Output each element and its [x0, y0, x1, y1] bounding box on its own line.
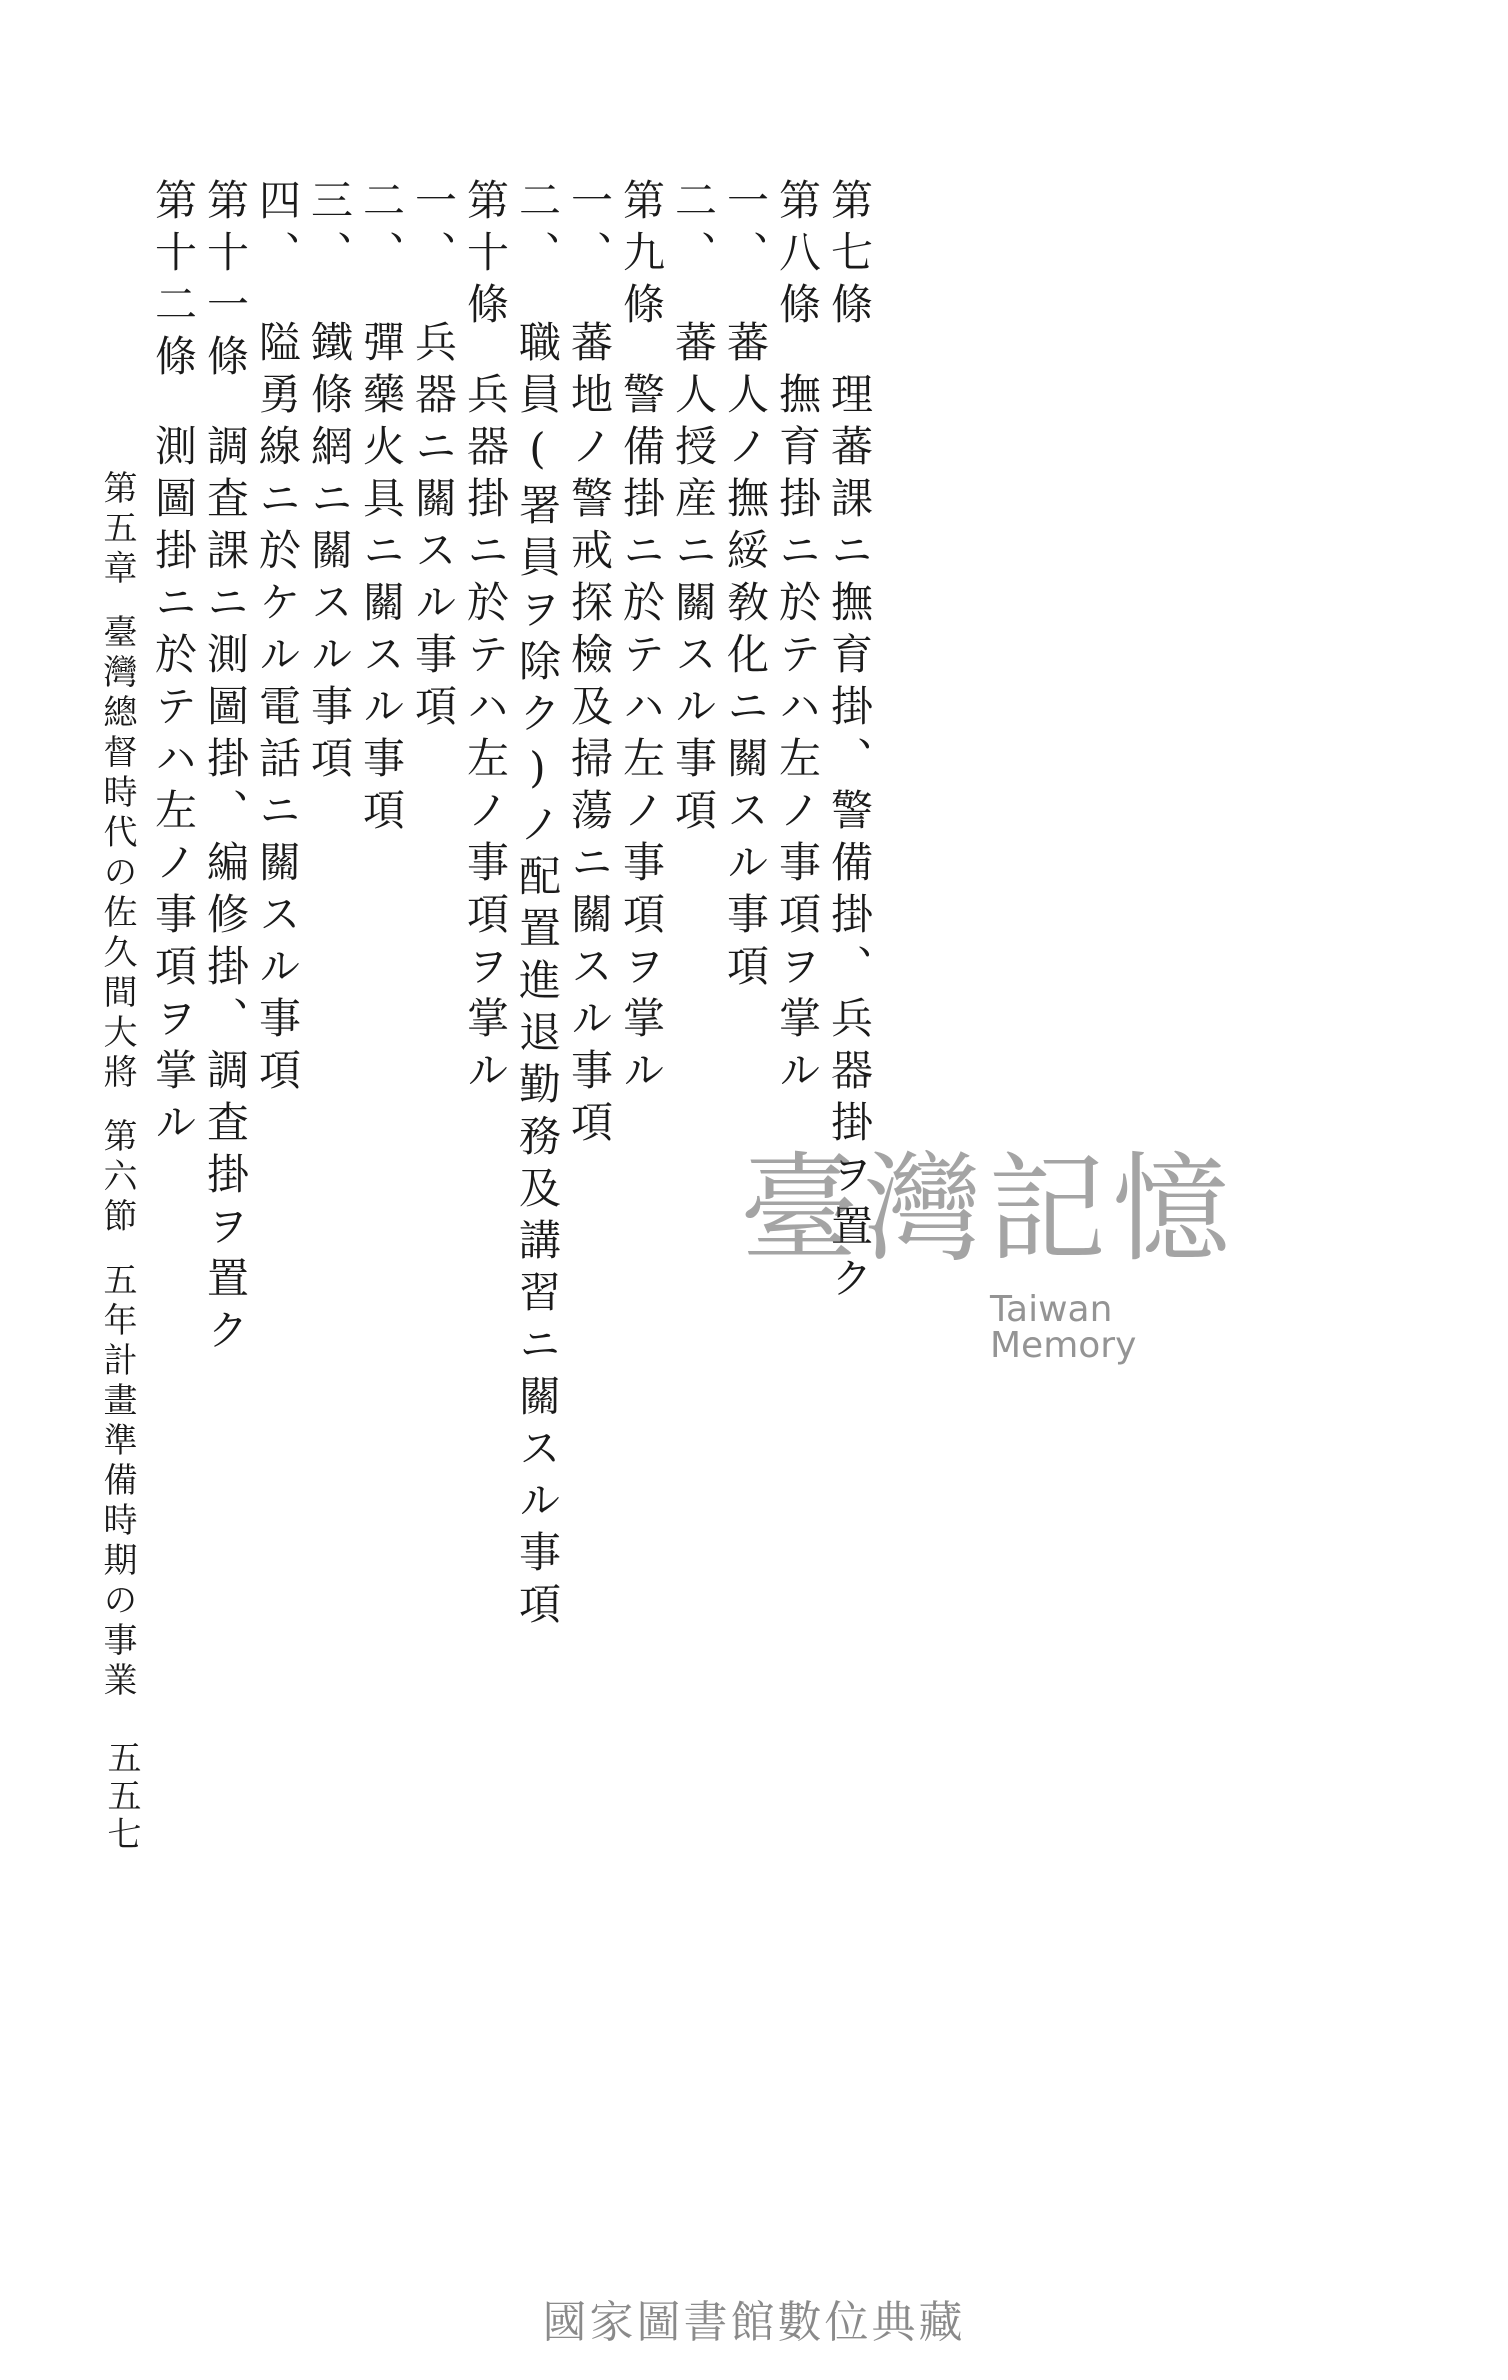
item-body: 蕃人ノ撫綏敎化ニ關スル事項: [721, 320, 770, 996]
footer-library-mark: 國家圖書館數位典藏: [542, 2297, 966, 2348]
article-9-item-2: [513, 178, 562, 1634]
article-body: 撫育掛ニ於テハ左ノ事項ヲ掌ル: [773, 372, 822, 1100]
running-title: 臺灣總督時代の佐久間大將: [97, 614, 137, 1094]
article-8-item-1: [721, 178, 770, 996]
item-body: 蕃地ノ警戒探檢及掃蕩ニ關スル事項: [565, 320, 614, 1152]
item-lead: 二、: [357, 178, 406, 282]
watermark-title: 臺灣記憶: [740, 1140, 1237, 1278]
article-10-item-2: [357, 178, 406, 840]
item-body: 職員(署員ヲ除ク)ノ配置進退勤務及講習ニ關スル事項: [513, 320, 562, 1634]
article-lead: 第八條: [773, 178, 822, 334]
article-body: 兵器掛ニ於テハ左ノ事項ヲ掌ル: [461, 372, 510, 1100]
item-body: 兵器ニ關スル事項: [409, 320, 458, 736]
article-lead: 第七條: [825, 178, 874, 334]
article-lead: 第十二條: [149, 178, 198, 386]
article-8: [773, 178, 822, 1100]
running-chapter: 第五章: [97, 470, 137, 590]
article-lead: 第十一條: [201, 178, 250, 386]
article-lead: 第九條: [617, 178, 666, 334]
running-header: [97, 470, 137, 1702]
watermark-logo: [740, 1140, 1260, 1366]
running-section-title: 五年計畫準備時期の事業: [97, 1262, 137, 1702]
item-lead: 一、: [721, 178, 770, 282]
item-body: 鐵條網ニ關スル事項: [305, 320, 354, 788]
page-number: 五五七: [101, 1740, 141, 1854]
article-body: 警備掛ニ於テハ左ノ事項ヲ掌ル: [617, 372, 666, 1100]
item-lead: 二、: [513, 178, 562, 282]
article-lead: 第十條: [461, 178, 510, 334]
running-section: 第六節: [97, 1118, 137, 1238]
article-10-item-3: [305, 178, 354, 788]
article-10: [461, 178, 510, 1100]
article-12: [149, 178, 198, 1152]
article-10-item-1: [409, 178, 458, 736]
item-body: 隘勇線ニ於ケル電話ニ關スル事項: [253, 320, 302, 1100]
item-lead: 四、: [253, 178, 302, 282]
article-body: 調査課ニ測圖掛、編修掛、調査掛ヲ置ク: [201, 424, 250, 1360]
article-body: 理蕃課ニ撫育掛、警備掛、兵器掛ヲ置ク: [825, 372, 874, 1308]
article-9: [617, 178, 666, 1100]
item-body: 彈藥火具ニ關スル事項: [357, 320, 406, 840]
article-10-item-4: [253, 178, 302, 1100]
item-lead: 一、: [409, 178, 458, 282]
item-lead: 二、: [669, 178, 718, 282]
article-11: [201, 178, 250, 1360]
article-9-item-1: [565, 178, 614, 1152]
item-body: 蕃人授産ニ關スル事項: [669, 320, 718, 840]
article-8-item-2: [669, 178, 718, 840]
article-7: [825, 178, 874, 1308]
item-lead: 一、: [565, 178, 614, 282]
item-lead: 三、: [305, 178, 354, 282]
article-body: 測圖掛ニ於テハ左ノ事項ヲ掌ル: [149, 424, 198, 1152]
watermark-subtitle: Taiwan Memory: [990, 1289, 1137, 1366]
